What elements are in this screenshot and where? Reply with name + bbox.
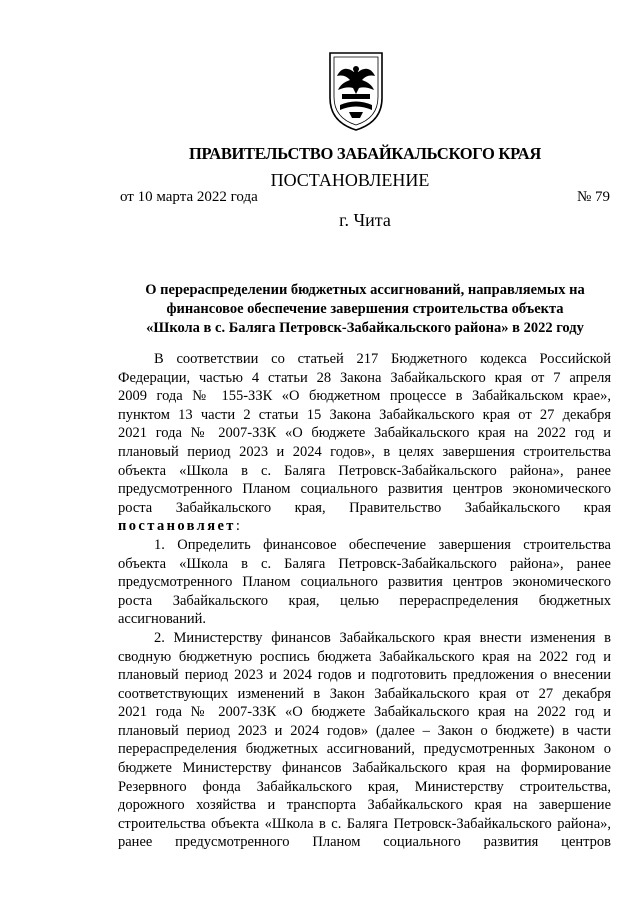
government-name: ПРАВИТЕЛЬСТВО ЗАБАЙКАЛЬСКОГО КРАЯ (189, 144, 541, 163)
coat-of-arms-icon (327, 50, 385, 132)
text-line: бюджете Министерству финансов Забайкальского края на формирование (118, 760, 611, 777)
item-2-paragraph (118, 629, 611, 852)
text-line: плановый период 2023 и 2024 годов», в целях завершения строительства (118, 443, 611, 460)
intro-paragraph (118, 350, 611, 536)
text-line: строительства объекта «Школа в с. Баляга Петровск-Забайкальского района», (118, 815, 611, 832)
text-line: перераспределения бюджетных ассигнований, предусмотренных Законом о (118, 741, 611, 758)
text-line: ассигнований. (118, 611, 207, 628)
text-line: плановый период 2023 и 2024 годов и подготовить предложения о внесении (118, 667, 611, 684)
text-line: предусмотренного Планом социального развития центров экономического (118, 481, 611, 498)
document-number: № 79 (576, 189, 610, 205)
title-line: финансовое обеспечение завершения строительства объекта (166, 301, 564, 317)
text-line: 2021 года № 2007-ЗЗК «О бюджете Забайкальского края на 2022 год и (118, 704, 611, 721)
decree-word: постановляет (118, 518, 236, 535)
text-line: Федерации, частью 4 статьи 28 Закона Забайкальского края от 7 апреля (118, 369, 611, 386)
text-line: роста Забайкальского края, целью перераспределения бюджетных (118, 592, 611, 609)
title-line: «Школа в с. Баляга Петровск-Забайкальского района» в 2022 году (146, 320, 584, 336)
decree-line (118, 517, 611, 536)
document-title (120, 281, 610, 338)
document-date: от 10 марта 2022 года (120, 189, 258, 205)
text-line: роста Забайкальского края, Правительство Забайкальского края (118, 499, 611, 516)
text-line: 1. Определить финансовое обеспечение завершения строительства (154, 536, 611, 553)
text-line: объекта «Школа в с. Баляга Петровск-Забайкальского района», ранее (118, 555, 611, 572)
item-1-paragraph (118, 536, 611, 629)
text-line: Резервного фонда Забайкальского края, Министерству строительства, (118, 778, 611, 795)
decree-colon: : (235, 518, 240, 535)
text-line: плановый период 2023 и 2024 годов» (далее – Закон о бюджете) в части (118, 722, 611, 739)
text-line: В соответствии со статьей 217 Бюджетного кодекса Российской (154, 351, 611, 367)
text-line: ранее предусмотренного Планом социального развития центров (118, 834, 611, 851)
document-city: г. Чита (339, 210, 391, 230)
document-body (118, 350, 611, 852)
text-line: предусмотренного Планом социального развития центров экономического (118, 574, 611, 591)
text-line: сводную бюджетную роспись бюджета Забайкальского края на 2022 год и (118, 648, 611, 665)
text-line: объекта «Школа в с. Баляга Петровск-Забайкальского района», ранее (118, 462, 611, 479)
text-line: 2021 года № 2007-ЗЗК «О бюджете Забайкальского края на 2022 год и (118, 425, 611, 442)
text-line: пунктом 13 части 2 статьи 15 Закона Забайкальского края от 27 декабря (118, 406, 611, 423)
document-type: ПОСТАНОВЛЕНИЕ (270, 170, 430, 190)
text-line: 2009 года № 155-ЗЗК «О бюджетном процессе в Забайкальском крае», (118, 388, 611, 405)
text-line: соответствующих изменений в Закон Забайкальского края от 27 декабря (118, 685, 611, 702)
text-line: 2. Министерству финансов Забайкальского края внести изменения в (154, 629, 611, 646)
text-line: дорожного хозяйства и транспорта Забайкальского края на завершение (118, 797, 611, 814)
title-line: О перераспределении бюджетных ассигнований, направляемых на (145, 282, 585, 298)
